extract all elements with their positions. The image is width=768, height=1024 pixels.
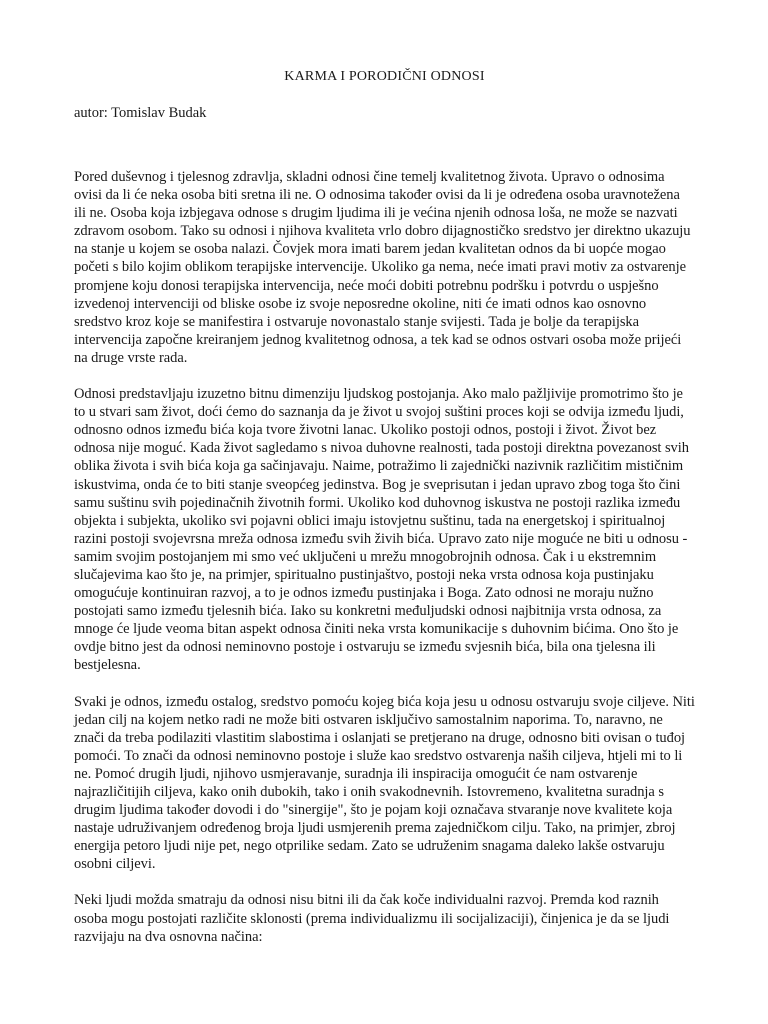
document-body [74, 168, 695, 946]
paragraph: Odnosi predstavljaju izuzetno bitnu dimenziju ljudskog postojanja. Ako malo pažljivije promotrimo što je to u stvari sam život, doći ćemo do saznanja da je život u svojoj suštini proces koji se odvija između ljudi, odnosno odnos između bića koja tvore životni lanac. Ukoliko postoji odnos, postoji i život. Život bez odnosa nije moguć. Kada život sagledamo s nivoa duhovne realnosti, tada postoji direktna povezanost svih oblika života i svih bića koja ga sačinjavaju. Naime, potražimo li zajednički nazivnik različitim mističnim iskustvima, onda će to biti stanje sveopćeg jedinstva. Bog je sveprisutan i jedan upravo zbog toga što čini samu suštinu svih pojedinačnih životnih formi. Ukoliko kod duhovnog iskustva ne postoji razlika između objekta i subjekta, ukoliko svi pojavni oblici imaju istovjetnu suštinu, tada na energetskoj i spiritualnoj razini postoji svojevrsna mreža odnosa između svih živih bića. Upravo zato nije moguće ne biti u odnosu - samim svojim postojanjem mi smo već uključeni u mrežu mnogobrojnih odnosa. Čak i u ekstremnim slučajevima kao što je, na primjer, spiritualno pustinjaštvo, postoji neka vrsta odnosa koja pustinjaku omogućuje kontinuiran razvoj, a to je odnos između pustinjaka i Boga. Zato odnosi ne moraju nužno postojati samo između tjelesnih bića. Iako su konkretni međuljudski odnosi najbitnija vrsta odnosa, za mnoge će ljude veoma bitan aspekt odnosa činiti neka vrsta komunikacije s duhovnim bićima. Ono što je ovdje bitno jest da odnosi neminovno postoje i ostvaruju se između svjesnih bića, bila ona tjelesna ili bestjelesna. [74, 386, 689, 674]
document-author: autor: Tomislav Budak [74, 105, 207, 121]
document-title: KARMA I PORODIČNI ODNOSI [284, 69, 485, 84]
paragraph: Neki ljudi možda smatraju da odnosi nisu bitni ili da čak koče individualni razvoj. Premda kod raznih osoba mogu postojati različite sklonosti (prema individualizmu ili socijalizaciji), činjenica je da se ljudi razvijaju na dva osnovna načina: [74, 892, 670, 945]
paragraph: Svaki je odnos, između ostalog, sredstvo pomoću kojeg bića koja jesu u odnosu ostvaruju svoje ciljeve. Niti jedan cilj na kojem netko radi ne može biti ostvaren isključivo samostalnim naporima. To, naravno, ne znači da treba podilaziti vlastitim slabostima i oslanjati se pretjerano na druge, odnosno biti ovisan o tuđoj pomoći. To znači da odnosi neminovno postoje i služe kao sredstvo ostvarenja naših ciljeva, htjeli mi to li ne. Pomoć drugih ljudi, njihovo usmjeravanje, suradnja ili inspiracija omogućit će nam ostvarenje najrazličitijih ciljeva, kako onih dubokih, tako i onih svakodnevnih. Istovremeno, kvalitetna suradnja s drugim ljudima također dovodi i do "sinergije", što je pojam koji označava stvaranje nove kvalitete koja nastaje udruživanjem određenog broja ljudi usmjerenih prema zajedničkom cilju. Tako, na primjer, zbroj energija petoro ljudi nije pet, nego otprilike sedam. Zato se udruženim snagama daleko lakše ostvaruju osobni ciljevi. [74, 693, 695, 873]
paragraph: Pored duševnog i tjelesnog zdravlja, skladni odnosi čine temelj kvalitetnog života. Upravo o odnosima ovisi da li će neka osoba biti sretna ili ne. O odnosima također ovisi da li je određena osoba uravnotežena ili ne. Osoba koja izbjegava odnose s drugim ljudima ili je većina njenih odnosa loša, ne može se nazvati zdravom osobom. Tako su odnosi i njihova kvaliteta vrlo dobro dijagnostičko sredstvo jer direktno ukazuju na stanje u kojem se osoba nalazi. Čovjek mora imati barem jedan kvalitetan odnos da bi uopće mogao početi s bilo kojim oblikom terapijske intervencije. Ukoliko ga nema, neće imati pravi motiv za ostvarenje promjene koju donosi terapijska intervencija, neće moći dobiti potrebnu podršku i potvrdu o uspješno izvedenoj intervenciji od bliske osobe iz svoje neposredne okoline, niti će imati odnos kao osnovno sredstvo kroz koje se manifestira i ostvaruje novonastalo stanje svijesti. Tada je bolje da terapijska intervencija započne kreiranjem jednog kvalitetnog odnosa, a tek kad se odnos ostvari osoba može prijeći na druge vrste rada. [74, 169, 691, 366]
